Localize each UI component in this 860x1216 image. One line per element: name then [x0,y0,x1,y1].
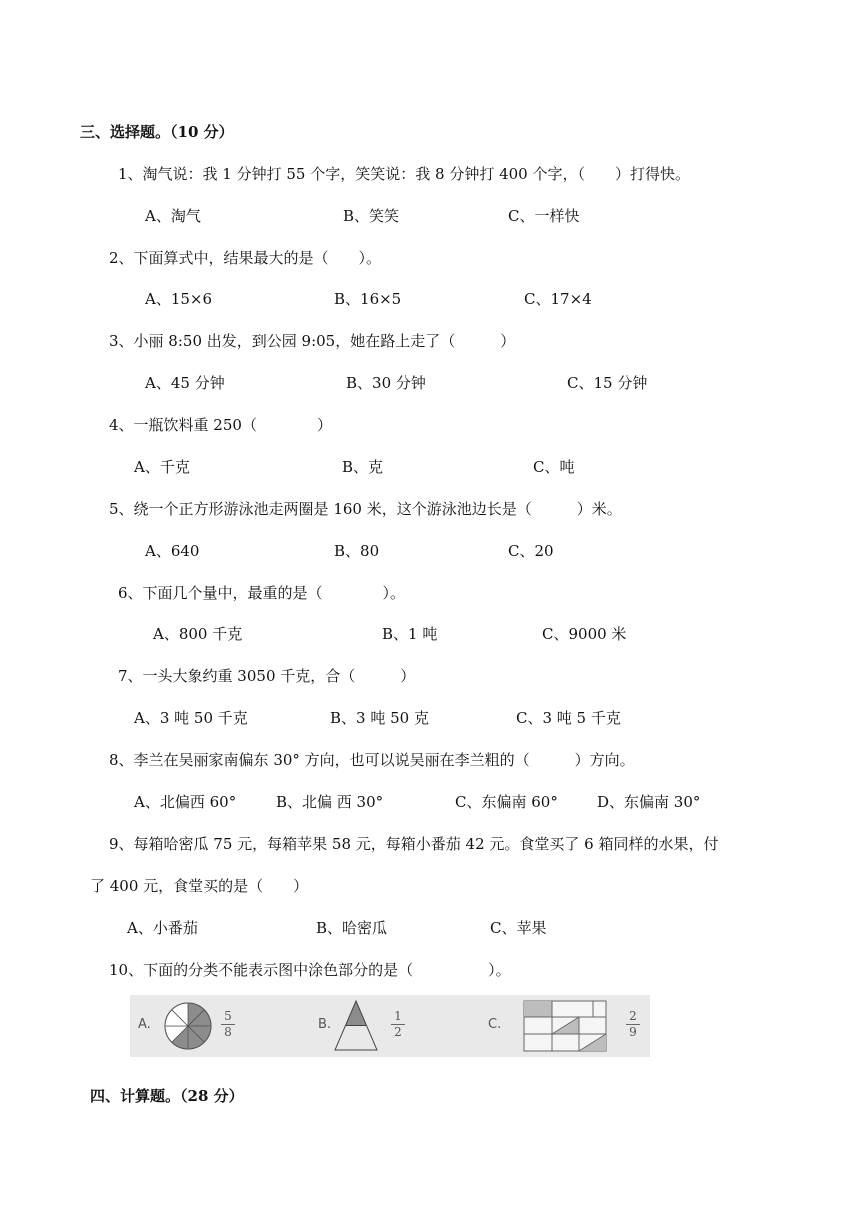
question-2-option-b: B、16×5 [334,290,402,308]
question-8-option-c: C、东偏南 60° [455,793,558,811]
question-4-text: 4、一瓶饮料重 250（ ） [109,416,332,434]
question-4-option-c: C、吨 [533,458,575,476]
question-1-option-c: C、一样快 [508,207,580,225]
question-7-option-b: B、3 吨 50 克 [330,709,429,727]
question-7-option-a: A、3 吨 50 千克 [134,709,248,727]
question-9-option-b: B、哈密瓜 [316,919,388,937]
question-2-option-c: C、17×4 [524,290,592,308]
question-9-text-line2: 了 400 元，食堂买的是（ ） [90,877,309,895]
question-3-option-a: A、45 分钟 [145,374,225,392]
question-9-text: 9、每箱哈密瓜 75 元，每箱苹果 58 元，每箱小番茄 42 元。食堂买了 6 箱同样的水果，付 [109,835,719,853]
question-7-text: 7、一头大象约重 3050 千克，合（ ） [118,667,416,685]
question-2-option-a: A、15×6 [145,290,213,308]
question-8-text: 8、李兰在吴丽家南偏东 30° 方向，也可以说吴丽在李兰粗的（ ）方向。 [109,751,635,769]
question-6-option-a: A、800 千克 [153,625,243,643]
figure-label-b: B. [318,1017,332,1032]
question-5-option-c: C、20 [508,542,554,560]
section4-title: 四、计算题。（28 分） [90,1087,244,1105]
figure-label-c: C. [488,1017,502,1032]
question-1-text: 1、淘气说：我 1 分钟打 55 个字，笑笑说：我 8 分钟打 400 个字，（ ）打得快。 [118,165,690,183]
question-8-option-d: D、东偏南 30° [597,793,701,811]
grid-ninths-figure [523,1000,607,1052]
question-9-option-c: C、苹果 [490,919,547,937]
section3-title: 三、选择题。（10 分） [80,123,234,141]
question-10-text: 10、下面的分类不能表示图中涂色部分的是（ ）。 [109,961,511,979]
circle-eighths-figure [163,1001,213,1051]
figure-label-a: A. [138,1017,151,1032]
question-3-option-c: C、15 分钟 [567,374,648,392]
question-4-option-a: A、千克 [134,458,190,476]
question-8-option-b: B、北偏 西 30° [276,793,384,811]
fraction-a: 5 8 [221,1010,235,1039]
fraction-b: 1 2 [391,1010,405,1039]
question-5-text: 5、绕一个正方形游泳池走两圈是 160 米，这个游泳池边长是（ ）米。 [109,500,622,518]
question-1-option-a: A、淘气 [145,207,201,225]
question-4-option-b: B、克 [342,458,384,476]
question-6-option-c: C、9000 米 [542,625,627,643]
question-8-option-a: A、北偏西 60° [134,793,237,811]
question-6-option-b: B、1 吨 [382,625,438,643]
fraction-figure-strip [130,995,650,1057]
question-2-text: 2、下面算式中，结果最大的是（ ）。 [109,249,382,267]
question-6-text: 6、下面几个量中，最重的是（ ）。 [118,584,406,602]
question-1-option-b: B、笑笑 [343,207,400,225]
question-5-option-a: A、640 [145,542,200,560]
question-7-option-c: C、3 吨 5 千克 [516,709,621,727]
fraction-c: 2 9 [626,1010,640,1039]
triangle-half-figure [334,1000,378,1052]
question-5-option-b: B、80 [334,542,380,560]
question-9-option-a: A、小番茄 [127,919,198,937]
question-3-option-b: B、30 分钟 [346,374,426,392]
question-3-text: 3、小丽 8:50 出发，到公园 9:05，她在路上走了（ ） [109,332,516,350]
